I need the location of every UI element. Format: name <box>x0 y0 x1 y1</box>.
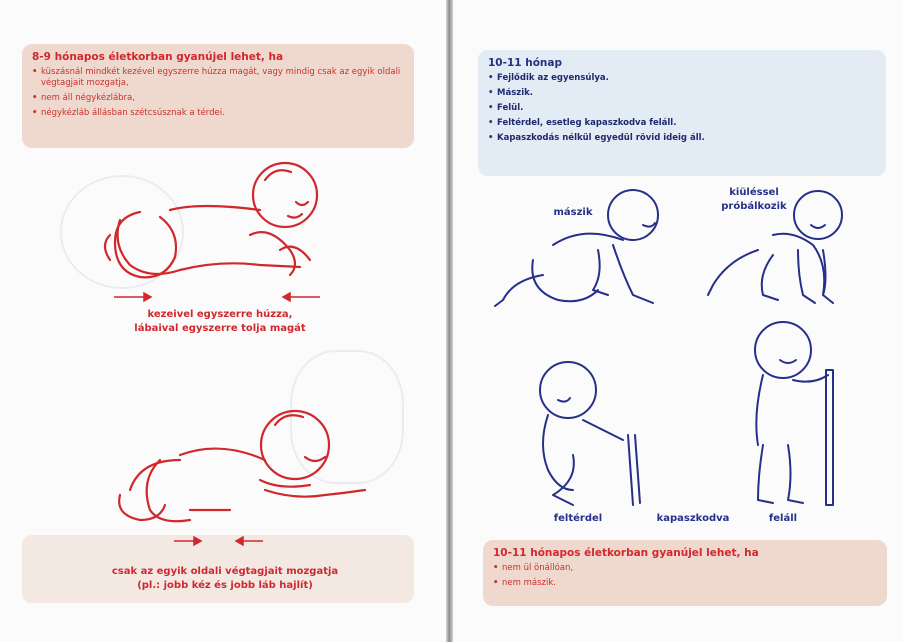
right-page <box>453 0 902 642</box>
milestones-box-10-11 <box>478 50 886 176</box>
arrow-left-icon <box>235 536 265 546</box>
book-spine <box>446 0 453 642</box>
warning-list <box>493 563 877 589</box>
baby-crawling-one-side-illustration <box>100 395 370 535</box>
milestones-list <box>488 73 876 144</box>
warning-box-title: 8-9 hónapos életkorban gyanújel lehet, ha <box>32 51 284 63</box>
baby-crawling-both-limbs-illustration <box>100 150 340 290</box>
list-item: • Felül. <box>488 103 876 114</box>
milestones-box-title: 10-11 hónap <box>488 57 563 69</box>
caption-line: (pl.: jobb kéz és jobb láb hajlít) <box>137 580 313 591</box>
baby-standing-illustration <box>738 315 848 510</box>
arrow-right-icon <box>172 536 202 546</box>
list-item: • Feltérdel, esetleg kapaszkodva feláll. <box>488 118 876 129</box>
caption-one-side <box>90 565 360 593</box>
list-item: • nem ül önállóan, <box>493 563 877 574</box>
caption-line: csak az egyik oldali végtagjait mozgatja <box>111 566 339 577</box>
list-item: • Fejlődik az egyensúlya. <box>488 73 876 84</box>
label-felall: feláll <box>768 513 798 524</box>
warning-box-title: 10-11 hónapos életkorban gyanújel lehet, ha <box>493 547 759 559</box>
baby-crawling-illustration <box>493 185 693 310</box>
caption-line: próbálkozik <box>721 201 787 212</box>
warning-box-10-11 <box>483 540 887 606</box>
list-item: • küszásnál mindkét kezével egyszerre húzza magát, vagy mindig csak az egyik oldali végtagjait mozgatja, <box>32 67 404 89</box>
baby-sitting-up-illustration <box>703 190 863 315</box>
label-felterdel: feltérdel <box>553 513 603 524</box>
label-maszik: mászik <box>553 207 593 218</box>
list-item: • négykézláb állásban szétcsúsznak a térdei. <box>32 108 404 119</box>
label-kapaszkodva: kapaszkodva <box>656 513 730 524</box>
list-item: • Mászik. <box>488 88 876 99</box>
warning-box-8-9 <box>22 44 414 148</box>
list-item: • nem mászik. <box>493 578 877 589</box>
caption-crawling-both <box>110 308 330 336</box>
baby-kneeling-illustration <box>513 355 653 515</box>
warning-list <box>32 67 404 119</box>
arrow-left-icon <box>282 292 322 302</box>
arrow-right-icon <box>112 292 152 302</box>
caption-line: lábaival egyszerre tolja magát <box>134 323 306 334</box>
left-page <box>0 0 446 642</box>
list-item: • Kapaszkodás nélkül egyedül rövid ideig áll. <box>488 133 876 144</box>
caption-line: kezeivel egyszerre húzza, <box>147 309 293 320</box>
list-item: • nem áll négykézlábra, <box>32 93 404 104</box>
caption-line: kiüléssel <box>729 187 779 198</box>
